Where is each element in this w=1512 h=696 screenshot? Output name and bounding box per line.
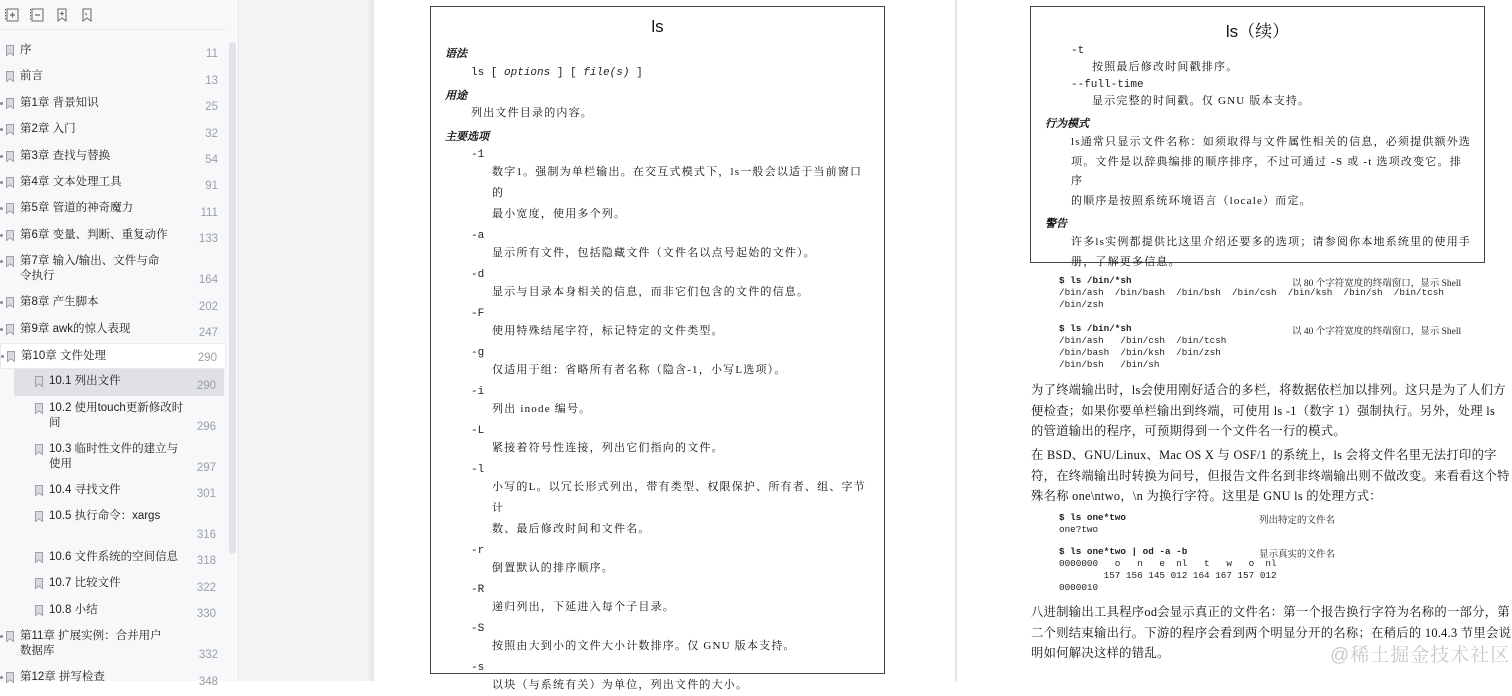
syntax-end: ] <box>629 67 643 79</box>
outline-item-label: 第5章 管道的神奇魔力 <box>20 202 134 215</box>
outline-item-label: 第7章 输入/输出、文件与命令执行 <box>20 255 160 283</box>
option-desc-line: 递归列出，下延进入每个子目录。 <box>492 601 675 613</box>
expand-toggle-icon[interactable] <box>0 301 3 304</box>
code-note: 列出特定的文件名 <box>1259 516 1336 526</box>
outline-item-page: 247 <box>198 326 218 339</box>
warning-line: 许多ls实例都提供比这里介绍还要多的选项；请参阅你本地系统里的使用手 <box>1071 236 1472 248</box>
expand-toggle-icon[interactable] <box>1 355 4 358</box>
outline-item[interactable] <box>0 91 226 117</box>
option-desc-line: 显示所有文件，包括隐藏文件（文件名以点号起始的文件）。 <box>492 247 816 259</box>
bookmark-icon <box>80 8 94 22</box>
page-shadow <box>366 0 373 681</box>
outline-item-page: 296 <box>196 420 216 433</box>
bookmark-icon <box>7 351 15 362</box>
outline-item-page: 164 <box>198 274 218 287</box>
outline-item[interactable] <box>14 598 224 624</box>
bookmark-icon <box>6 203 14 214</box>
outline-item-page: 322 <box>196 581 216 594</box>
outline-item-page: 13 <box>205 74 218 87</box>
bookmark-icon <box>6 631 14 642</box>
outline-item[interactable] <box>0 117 226 143</box>
left-page-reference-box <box>430 6 885 691</box>
outline-item[interactable] <box>0 170 226 196</box>
expand-toggle-icon[interactable] <box>0 155 3 158</box>
behavior-line: 项。文件是以辞典编排的顺序排序，不过可通过 -S 或 -t 选项改变它。排序 <box>1071 155 1462 187</box>
code-command: $ ls /bin/*sh <box>1059 323 1132 334</box>
option-desc-line: 显示与目录本身相关的信息，而非它们包含的文件的信息。 <box>492 286 810 298</box>
outline-sidebar <box>0 0 239 688</box>
code-example-40col <box>1059 323 1226 371</box>
code-note: 以 40 个字符宽度的终端窗口，显示 Shell <box>1292 327 1462 337</box>
outline-toolbar <box>0 0 226 30</box>
outline-item-label: 第6章 变量、判断、重复动作 <box>20 228 168 241</box>
outline-item[interactable] <box>0 196 226 222</box>
code-example-od <box>1059 546 1277 594</box>
bookmark-icon <box>6 297 14 308</box>
code-output-line: one?two <box>1059 524 1099 535</box>
bookmark-icon <box>35 605 43 616</box>
option-flag: -t <box>1071 45 1085 57</box>
outline-item[interactable] <box>0 38 226 64</box>
outline-item[interactable] <box>14 369 224 395</box>
paragraph-line: 在 BSD、GNU/Linux、Mac OS X 与 OSF/1 的系统上，ls 会将文件名里无法打印的字 <box>1031 448 1497 462</box>
collapse-all-button[interactable] <box>29 7 45 23</box>
option-desc <box>492 438 874 459</box>
outline-item[interactable] <box>0 64 226 90</box>
option-desc-line: 最小宽度，使用多个列。 <box>492 208 627 220</box>
expand-toggle-icon[interactable] <box>0 128 3 131</box>
expand-toggle-icon[interactable] <box>0 328 3 331</box>
paragraph-line: 的管道输出的程序，可预期得到一个文件名一行的模式。 <box>1031 424 1346 438</box>
outline-item-page: 202 <box>198 300 218 313</box>
syntax-section <box>431 45 884 79</box>
paragraph-line: 明如何解决这样的错乱。 <box>1031 646 1170 660</box>
continued-options <box>1031 45 1484 272</box>
outline-item[interactable] <box>14 571 224 597</box>
behavior-line: ls通常只显示文件名称：如须取得与文件属性相关的信息，必须提供额外选 <box>1071 136 1472 148</box>
syntax-cmd: ls [ <box>471 67 505 79</box>
warning-line: 册，了解更多信息。 <box>1071 255 1181 268</box>
code-output-line: /bin/ash /bin/csh /bin/tcsh <box>1059 335 1227 346</box>
page-gutter <box>239 0 374 681</box>
option-flag: -r <box>471 545 485 557</box>
code-output-line: /bin/bsh /bin/sh <box>1059 359 1160 370</box>
option-desc-line: 数字1。强制为单栏输出。在交互式模式下，ls一般会以适于当前窗口的 <box>492 166 863 199</box>
option-desc-line: 倒置默认的排序顺序。 <box>492 562 614 574</box>
option-desc <box>492 360 874 381</box>
outline-item[interactable] <box>0 317 226 343</box>
outline-item[interactable] <box>14 437 224 478</box>
option-flag: -s <box>471 662 485 674</box>
warning-text <box>1071 233 1474 272</box>
option-desc-line: 使用特殊结尾字符，标记特定的文件类型。 <box>492 325 724 337</box>
paragraph-line: 二个则结束输出行。下游的程序会看到两个明显分开的名称；在稍后的 10.4.3 节里会说 <box>1031 625 1512 640</box>
options-list <box>431 149 884 696</box>
code-command: $ ls one*two <box>1059 512 1126 523</box>
behavior-heading: 行为模式 <box>1045 118 1089 130</box>
bookmark-icon <box>35 403 43 414</box>
option-desc <box>492 162 874 225</box>
outline-item-page: 91 <box>205 180 218 193</box>
syntax-mid: ] [ <box>550 67 584 79</box>
options-section <box>431 128 884 696</box>
outline-item-label: 10.8 小结 <box>49 603 98 616</box>
outline-item-label: 10.1 列出文件 <box>49 375 121 388</box>
expand-toggle-icon[interactable] <box>0 181 3 184</box>
outline-item-label: 第2章 入门 <box>20 123 76 136</box>
bookmark-icon <box>6 177 14 188</box>
add-bookmark-button[interactable] <box>54 7 70 23</box>
expand-all-button[interactable] <box>4 7 20 23</box>
paragraph-line: 八进制输出工具程序od会显示真正的文件名：第一个报告换行字符为名称的一部分，第 <box>1031 605 1510 619</box>
option-desc-line: 紧接着符号性连接，列出它们指向的文件。 <box>492 442 724 454</box>
outline-item-page: 348 <box>198 675 218 688</box>
outline-item[interactable] <box>14 478 224 504</box>
option-flag: -1 <box>471 149 485 161</box>
body-paragraph-1 <box>1031 380 1506 442</box>
option-flag: -S <box>471 623 485 635</box>
outline-scrollbar[interactable] <box>229 42 236 554</box>
bookmark-icon <box>35 376 43 387</box>
outline-item[interactable] <box>0 343 226 369</box>
outline-item[interactable] <box>14 545 224 571</box>
outline-item-page: 301 <box>196 488 216 501</box>
option-desc <box>492 636 874 657</box>
outline-item-page: 318 <box>196 555 216 568</box>
code-output-line: 157 156 145 012 164 167 157 012 <box>1059 570 1277 581</box>
outline-item-label: 第9章 awk的惊人表现 <box>20 322 131 335</box>
code-output-line: /bin/bash /bin/ksh /bin/zsh <box>1059 347 1221 358</box>
right-page-title: ls（续） <box>1225 22 1290 41</box>
bookmark-icon <box>6 98 14 109</box>
code-command: $ ls one*two | od -a -b <box>1059 546 1188 557</box>
purpose-text: 列出文件目录的内容。 <box>471 107 593 119</box>
outline-item[interactable] <box>0 665 226 691</box>
syntax-files: file(s) <box>583 67 630 79</box>
outline-item-page: 290 <box>196 379 216 392</box>
bookmark-add-icon <box>55 8 69 22</box>
bookmark-icon <box>35 552 43 563</box>
outline-item-page: 297 <box>196 461 216 474</box>
outline-item-page: 290 <box>197 352 217 365</box>
bookmark-icon <box>6 124 14 135</box>
option-flag: -a <box>471 230 485 242</box>
outline-item-label: 10.2 使用touch更新修改时间 <box>49 401 184 429</box>
option-desc: 显示完整的时间戳。仅 GNU 版本支持。 <box>1092 95 1311 107</box>
option-flag: -R <box>471 584 485 596</box>
outline-item-page: 11 <box>206 48 218 61</box>
outline-item[interactable] <box>0 249 226 290</box>
paragraph-line: 符，在终端输出时转换为问号，但报告文件名到非终端输出则不做改变。来看看这个特 <box>1031 468 1510 483</box>
outline-item-label: 10.4 寻找文件 <box>49 483 121 496</box>
bookmark-icon <box>35 485 43 496</box>
outline-item[interactable] <box>0 290 226 316</box>
outline-item-label: 前言 <box>20 70 43 83</box>
option-desc-line: 以块（与系统有关）为单位，列出文件的大小。 <box>492 679 749 691</box>
outline-item-label: 10.7 比较文件 <box>49 577 121 590</box>
page-divider <box>955 0 957 681</box>
option-flag: -i <box>471 386 485 398</box>
code-output-line: /bin/zsh <box>1059 299 1104 310</box>
watermark: @稀土掘金技术社区 <box>1330 645 1511 666</box>
paragraph-line: 殊名称 one\ntwo，\n 为换行字符。这里是 GNU ls 的处理方式： <box>1031 489 1382 503</box>
behavior-text <box>1071 133 1474 211</box>
bookmark-icon <box>35 578 43 589</box>
option-desc-line: 列出 inode 编号。 <box>492 403 592 415</box>
option-desc: 按照最后修改时间戳排序。 <box>1092 61 1239 73</box>
bookmark-icon <box>6 45 14 56</box>
outline-item-page: 316 <box>196 529 216 542</box>
outline-item-page: 25 <box>205 101 218 114</box>
option-desc <box>492 477 874 540</box>
option-desc <box>492 243 874 264</box>
option-flag: --full-time <box>1071 79 1144 91</box>
expand-all-icon <box>5 8 19 22</box>
bookmark-icon <box>6 324 14 335</box>
outline-item[interactable] <box>0 624 226 665</box>
expand-toggle-icon[interactable] <box>0 635 3 638</box>
options-heading: 主要选项 <box>445 131 489 143</box>
bookmark-icon <box>6 151 14 162</box>
bookmark-icon <box>6 71 14 82</box>
expand-toggle-icon[interactable] <box>0 676 3 679</box>
option-desc-line: 按照由大到小的文件大小计数排序。仅 GNU 版本支持。 <box>492 640 796 652</box>
behavior-line: 的顺序是按照系统环境语言（locale）而定。 <box>1071 194 1312 207</box>
outline-item[interactable] <box>0 144 226 170</box>
option-desc <box>492 675 874 696</box>
outline-item-label: 第11章 扩展实例：合并用户数据库 <box>20 630 162 658</box>
paragraph-line: 为了终端输出时，ls会使用刚好适合的多栏，将数据依栏加以排列。这只是为了人们方 <box>1031 383 1506 397</box>
expand-toggle-icon[interactable] <box>0 207 3 210</box>
option-desc-line: 仅适用于组：省略所有者名称（隐含-1，小写L选项）。 <box>492 364 787 376</box>
code-command: $ ls /bin/*sh <box>1059 275 1132 286</box>
bookmark-icon <box>35 444 43 455</box>
syntax-heading: 语法 <box>445 48 467 60</box>
option-desc-line: 数、最后修改时间和文件名。 <box>492 523 651 535</box>
outline-item-page: 332 <box>198 649 218 662</box>
option-flag: -l <box>471 464 485 476</box>
code-output-line: 0000010 <box>1059 582 1099 593</box>
option-desc <box>492 321 874 342</box>
syntax-line <box>471 67 884 79</box>
paragraph-line: 便检查；如果你要单栏输出到终端，可使用 ls -1（数字 1）强制执行。另外，处理 ls <box>1031 403 1496 418</box>
outline-tree <box>0 38 226 688</box>
outline-item-label: 10.3 临时性文件的建立与使用 <box>49 442 179 470</box>
option-flag: -L <box>471 425 485 437</box>
outline-item-label: 第12章 拼写检查 <box>20 671 105 684</box>
right-page-reference-box <box>1030 6 1485 268</box>
code-note: 以 80 个字符宽度的终端窗口，显示 Shell <box>1292 279 1462 289</box>
outline-item-label: 10.6 文件系统的空间信息 <box>49 551 179 564</box>
warning-heading: 警告 <box>1045 218 1067 230</box>
option-flag: -d <box>471 269 485 281</box>
outline-item-label: 第10章 文件处理 <box>21 349 106 362</box>
outline-item-label: 第4章 文本处理工具 <box>20 175 122 188</box>
code-output-line: 0000000 o n e nl t w o nl <box>1059 558 1277 569</box>
option-desc <box>492 399 874 420</box>
expand-toggle-icon[interactable] <box>0 260 3 263</box>
outline-item-page: 330 <box>196 608 216 621</box>
outline-item[interactable] <box>14 504 224 545</box>
option-desc <box>492 597 874 618</box>
outline-item-label: 第1章 背景知识 <box>20 96 99 109</box>
outline-item-label: 第8章 产生脚本 <box>20 296 99 309</box>
expand-toggle-icon[interactable] <box>0 234 3 237</box>
outline-item-page: 54 <box>205 153 218 166</box>
bookmark-icon <box>6 256 14 267</box>
outline-item-page: 133 <box>198 233 218 246</box>
outline-item-page: 32 <box>205 127 218 140</box>
code-output-line: /bin/ash /bin/bash /bin/bsh /bin/csh /bin/ksh /bin/sh /bin/tcsh <box>1059 287 1444 298</box>
option-flag: -F <box>471 308 485 320</box>
syntax-options: options <box>504 67 551 79</box>
bookmark-button[interactable] <box>79 7 95 23</box>
expand-toggle-icon[interactable] <box>0 102 3 105</box>
collapse-all-icon <box>30 8 44 22</box>
purpose-section <box>431 87 884 124</box>
code-example-one-two <box>1059 512 1126 536</box>
bookmark-icon <box>6 672 14 683</box>
body-paragraph-2 <box>1031 445 1510 507</box>
option-flag: -g <box>471 347 485 359</box>
outline-item-label: 第3章 查找与替换 <box>20 149 111 162</box>
bookmark-icon <box>35 511 43 522</box>
option-desc-line: 小写的L。以冗长形式列出，带有类型、权限保护、所有者、组、字节计 <box>492 481 866 514</box>
option-desc <box>492 558 874 579</box>
outline-item-label: 10.5 执行命令：xargs <box>49 510 161 523</box>
bookmark-icon <box>6 230 14 241</box>
outline-item[interactable] <box>14 396 224 437</box>
outline-item[interactable] <box>0 223 226 249</box>
purpose-heading: 用途 <box>445 90 467 102</box>
outline-item-page: 111 <box>200 206 218 219</box>
outline-item-label: 序 <box>20 44 32 56</box>
left-page-title: ls <box>651 17 664 36</box>
code-note: 显示真实的文件名 <box>1259 550 1336 560</box>
option-desc <box>492 282 874 303</box>
